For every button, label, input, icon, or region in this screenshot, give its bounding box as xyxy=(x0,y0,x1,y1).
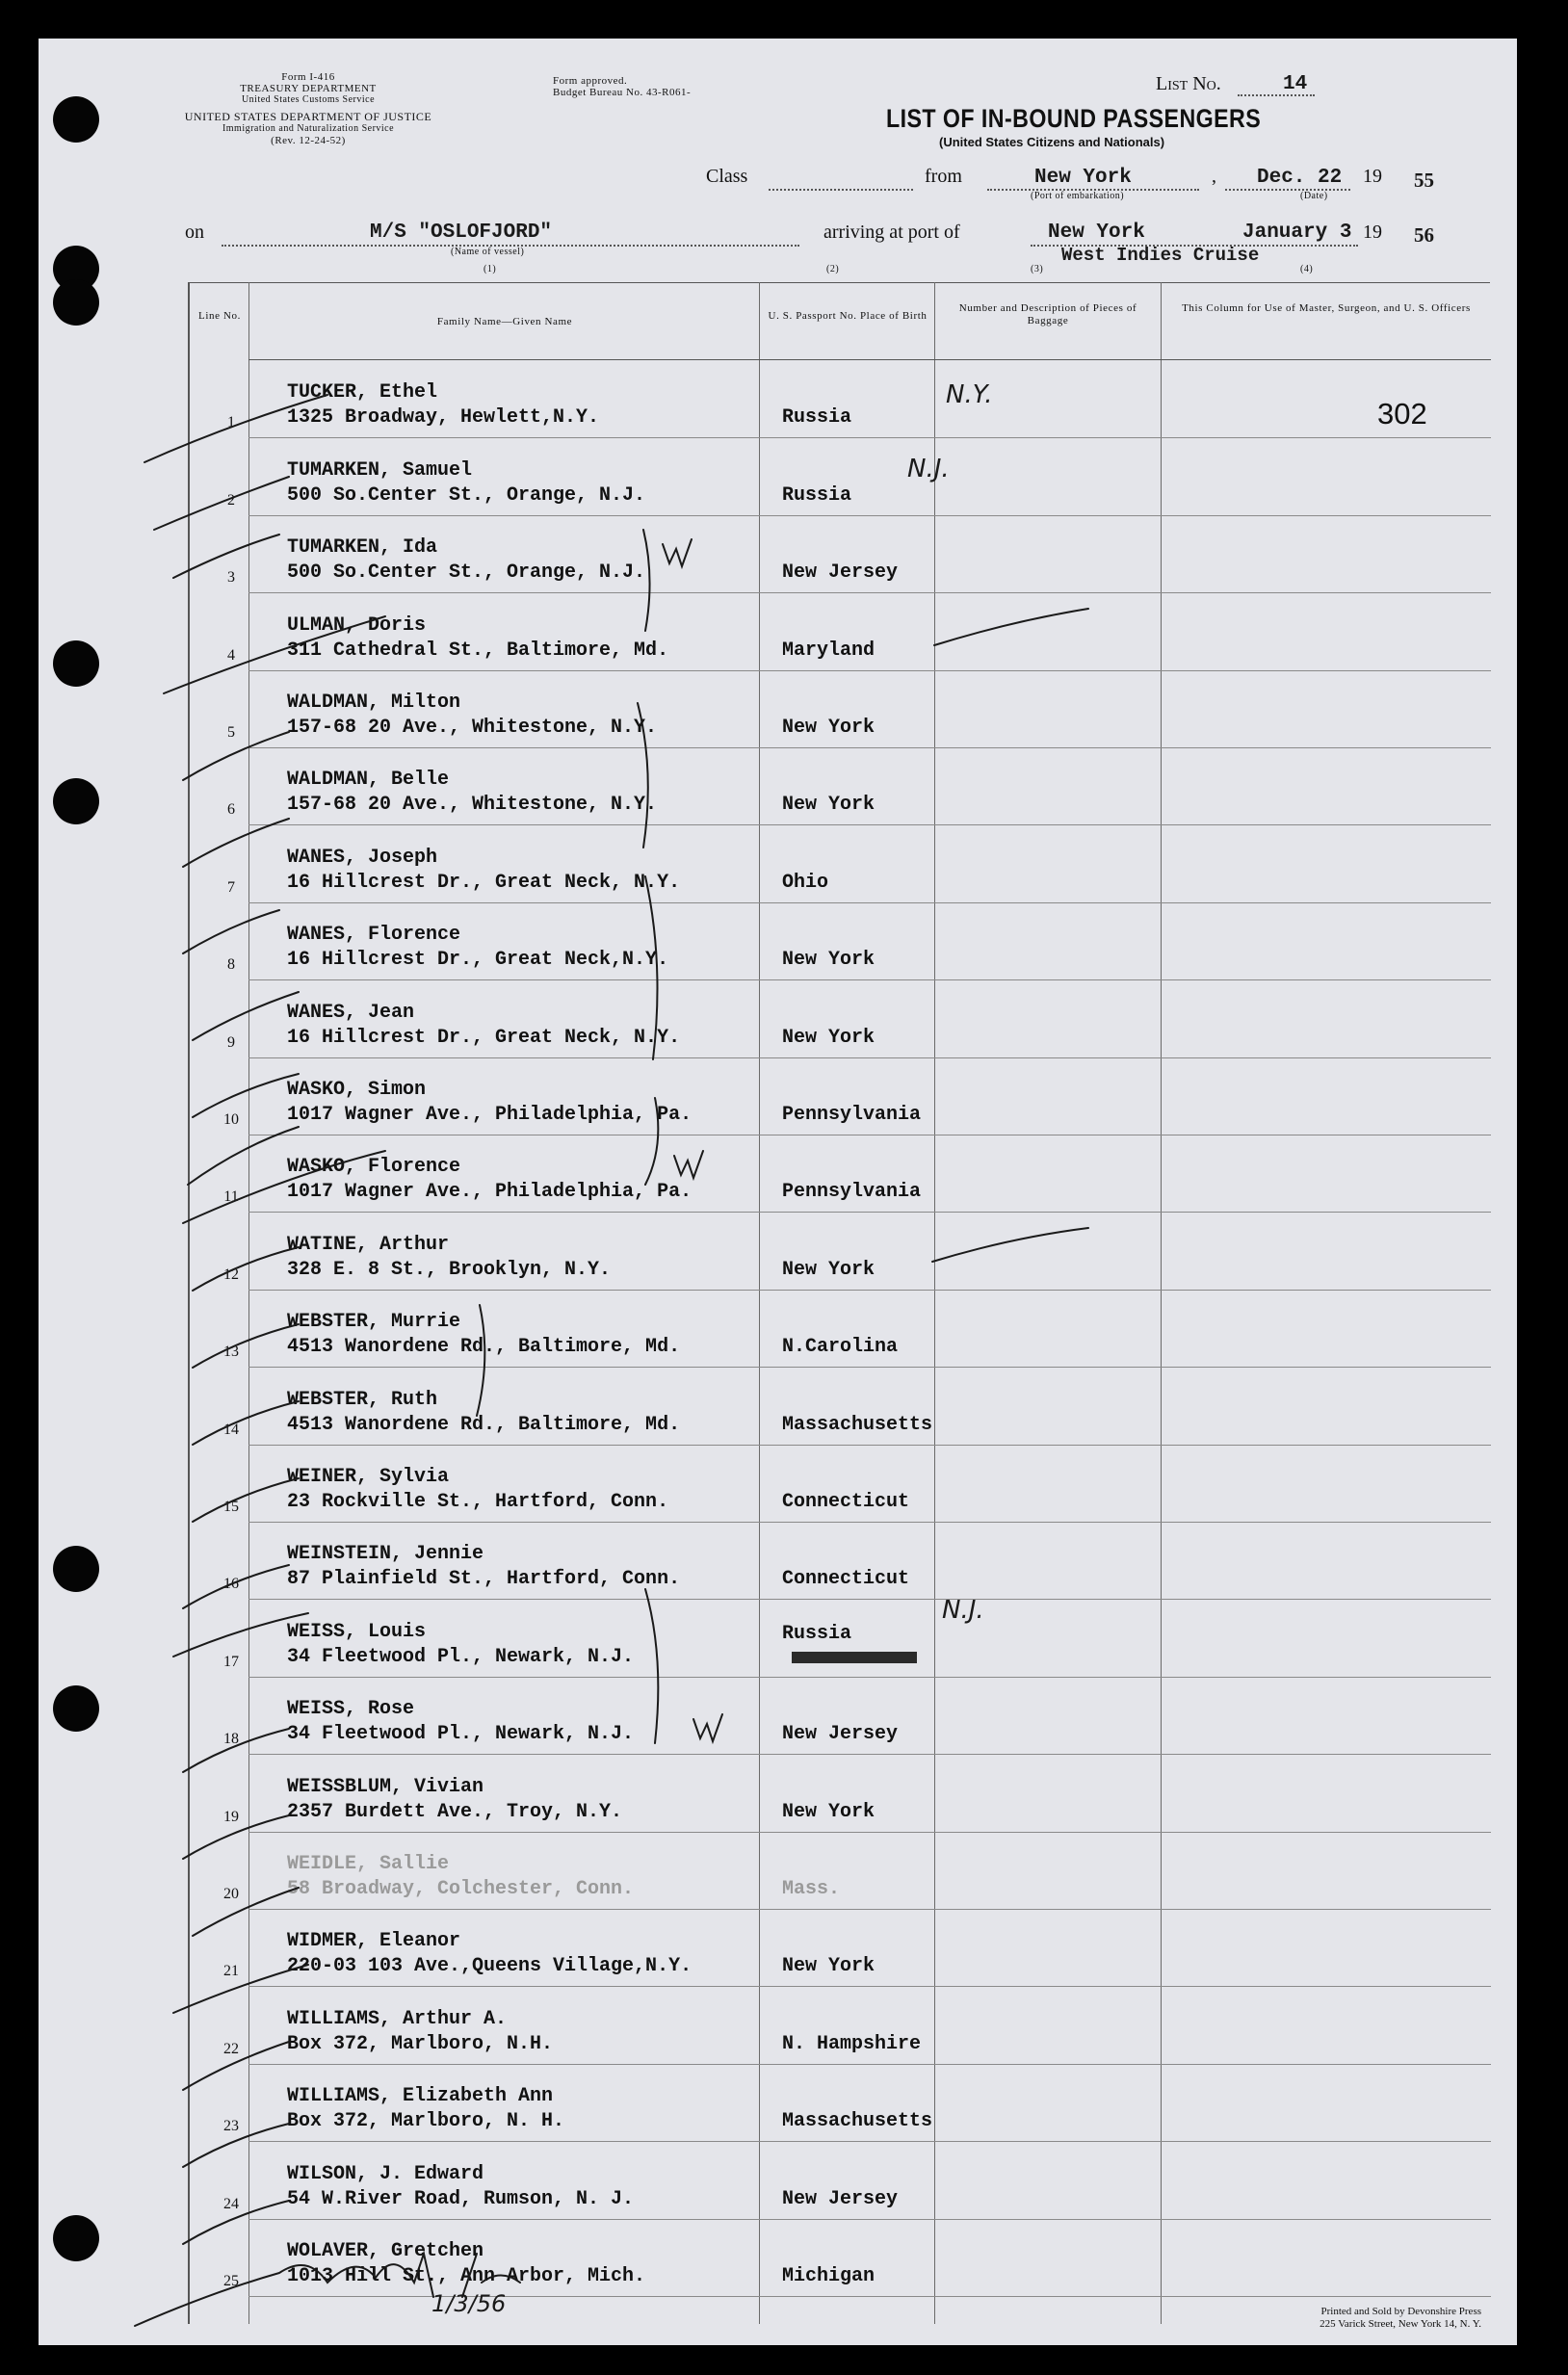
place-of-birth: New Jersey xyxy=(782,561,899,585)
passenger-address: 16 Hillcrest Dr., Great Neck, N.Y. xyxy=(287,871,681,894)
line-number: 23 xyxy=(223,2118,239,2135)
table-row xyxy=(39,2143,1517,2220)
row-divider xyxy=(248,2141,1491,2142)
passenger-address: 34 Fleetwood Pl., Newark, N.J. xyxy=(287,1723,635,1746)
table-row xyxy=(39,749,1517,826)
revision: (Rev. 12-24-52) xyxy=(271,135,346,146)
line-number: 4 xyxy=(227,646,235,664)
place-of-birth: New York xyxy=(782,1800,875,1823)
place-of-birth: Pennsylvania xyxy=(782,1103,922,1126)
table-row xyxy=(39,362,1517,439)
form-number: Form I-416 xyxy=(281,71,335,83)
row-divider xyxy=(248,1832,1491,1833)
table-row xyxy=(39,1524,1517,1601)
col-header-birth: U. S. Passport No. Place of Birth xyxy=(768,310,928,322)
stamp-number: 302 xyxy=(1377,397,1427,431)
passenger-address: 1017 Wagner Ave., Philadelphia, Pa. xyxy=(287,1181,693,1204)
punch-hole xyxy=(53,1685,99,1732)
row-divider xyxy=(248,902,1491,903)
row-divider xyxy=(248,515,1491,516)
place-of-birth: Connecticut xyxy=(782,1568,910,1591)
passenger-name: WATINE, Arthur xyxy=(287,1233,450,1256)
row-divider xyxy=(248,1599,1491,1600)
table-row xyxy=(39,672,1517,749)
row-divider xyxy=(248,2219,1491,2220)
row-divider xyxy=(248,747,1491,748)
row-divider xyxy=(248,2296,1491,2297)
line-number: 15 xyxy=(223,1498,239,1515)
year-2: 56 xyxy=(1414,223,1434,247)
passenger-name: WEIDLE, Sallie xyxy=(287,1852,450,1875)
treasury-dept: TREASURY DEPARTMENT xyxy=(240,83,377,94)
row-divider xyxy=(248,1986,1491,1987)
vessel-num: (1) xyxy=(483,264,497,274)
year-1: 55 xyxy=(1414,169,1434,192)
row-divider xyxy=(248,1522,1491,1523)
passenger-address: Box 372, Marlboro, N.H. xyxy=(287,2032,554,2055)
passenger-name: WEBSTER, Murrie xyxy=(287,1311,461,1334)
place-of-birth: New Jersey xyxy=(782,2187,899,2210)
form-title: LIST OF IN-BOUND PASSENGERS xyxy=(886,104,1262,133)
arriving-label: arriving at port of xyxy=(823,222,960,243)
passenger-name: WANES, Joseph xyxy=(287,846,438,869)
row-divider xyxy=(248,1057,1491,1058)
printer-line-2: 225 Varick Street, New York 14, N. Y. xyxy=(1320,2318,1481,2330)
place-of-birth: Mass. xyxy=(782,1877,841,1900)
line-number: 2 xyxy=(227,491,235,509)
row-divider xyxy=(248,670,1491,671)
punch-hole xyxy=(53,2215,99,2261)
line-number: 13 xyxy=(223,1344,239,1361)
line-number: 6 xyxy=(227,801,235,819)
place-of-birth: Ohio xyxy=(782,871,829,894)
table-row xyxy=(39,1601,1517,1678)
line-number: 9 xyxy=(227,1033,235,1051)
note-ny: N.Y. xyxy=(946,380,993,409)
table-row xyxy=(39,1988,1517,2065)
vessel-name: M/S "OSLOFJORD" xyxy=(370,222,553,244)
passenger-name: WEISS, Rose xyxy=(287,1698,415,1721)
passenger-name: TUCKER, Ethel xyxy=(287,381,438,405)
table-row xyxy=(39,594,1517,671)
vessel-caption: (Name of vessel) xyxy=(451,247,525,257)
header-bottom-line xyxy=(248,359,1491,360)
table-row xyxy=(39,904,1517,981)
place-of-birth: New York xyxy=(782,716,875,739)
struck-out-text xyxy=(792,1652,917,1663)
passenger-address: 23 Rockville St., Hartford, Conn. xyxy=(287,1490,669,1513)
passenger-address: 54 W.River Road, Rumson, N. J. xyxy=(287,2187,635,2210)
punch-hole xyxy=(53,96,99,143)
line-number: 18 xyxy=(223,1731,239,1748)
place-of-birth: Massachusetts xyxy=(782,1413,933,1436)
arrival-num: (3) xyxy=(1031,264,1044,274)
passenger-address: 220-03 103 Ave.,Queens Village,N.Y. xyxy=(287,1955,693,1978)
passenger-name: WEINER, Sylvia xyxy=(287,1465,450,1488)
line-number: 10 xyxy=(223,1110,239,1128)
printer-line-1: Printed and Sold by Devonshire Press xyxy=(1320,2306,1481,2317)
document-page xyxy=(39,39,1517,2345)
cruise: West Indies Cruise xyxy=(1061,245,1260,266)
passenger-address: 58 Broadway, Colchester, Conn. xyxy=(287,1877,635,1900)
on-label: on xyxy=(185,222,204,243)
passenger-address: 157-68 20 Ave., Whitestone, N.Y. xyxy=(287,716,658,739)
place-of-birth: Maryland xyxy=(782,639,875,662)
table-row xyxy=(39,1059,1517,1136)
passenger-name: WILSON, J. Edward xyxy=(287,2162,484,2185)
place-of-birth: New Jersey xyxy=(782,1723,899,1746)
table-row xyxy=(39,1679,1517,1756)
passenger-name: ULMAN, Doris xyxy=(287,613,427,637)
punch-hole xyxy=(53,778,99,824)
passenger-address: 311 Cathedral St., Baltimore, Md. xyxy=(287,639,669,662)
passenger-name: TUMARKEN, Samuel xyxy=(287,458,473,482)
line-number: 19 xyxy=(223,1808,239,1825)
row-divider xyxy=(248,1212,1491,1213)
table-row xyxy=(39,1292,1517,1369)
place-of-birth: N. Hampshire xyxy=(782,2032,922,2055)
passenger-name: WALDMAN, Milton xyxy=(287,691,461,714)
list-no-value: 14 xyxy=(1283,73,1308,95)
row-divider xyxy=(248,1290,1491,1291)
punch-hole xyxy=(53,279,99,326)
passenger-name: WEISSBLUM, Vivian xyxy=(287,1775,484,1798)
class-line xyxy=(769,189,913,191)
row-divider xyxy=(248,1445,1491,1446)
line-number: 22 xyxy=(223,2040,239,2057)
line-number: 12 xyxy=(223,1266,239,1283)
table-row xyxy=(39,1369,1517,1446)
row-divider xyxy=(248,592,1491,593)
comma-1: , xyxy=(1212,166,1216,187)
place-of-birth: New York xyxy=(782,949,875,972)
passenger-name: WIDMER, Eleanor xyxy=(287,1930,461,1953)
passenger-address: 1017 Wagner Ave., Philadelphia, Pa. xyxy=(287,1103,693,1126)
table-row xyxy=(39,1834,1517,1911)
passenger-address: 87 Plainfield St., Hartford, Conn. xyxy=(287,1568,681,1591)
table-row xyxy=(39,439,1517,516)
passenger-name: WALDMAN, Belle xyxy=(287,769,450,792)
note-nj-2: N.J. xyxy=(942,1596,984,1625)
line-number: 8 xyxy=(227,956,235,974)
table-row xyxy=(39,2066,1517,2143)
passenger-address: 500 So.Center St., Orange, N.J. xyxy=(287,483,646,507)
line-number: 17 xyxy=(223,1653,239,1670)
passenger-name: WASKO, Simon xyxy=(287,1078,427,1101)
class-label: Class xyxy=(706,166,748,187)
passenger-name: WANES, Florence xyxy=(287,924,461,947)
place-of-birth: Pennsylvania xyxy=(782,1181,922,1204)
passenger-name: TUMARKEN, Ida xyxy=(287,536,438,560)
date-caption: (Date) xyxy=(1300,191,1328,201)
passenger-name: WEBSTER, Ruth xyxy=(287,1388,438,1411)
budget-bureau: Budget Bureau No. 43-R061- xyxy=(553,87,692,98)
line-number: 7 xyxy=(227,878,235,896)
list-no-label: List No. xyxy=(1156,73,1221,94)
table-row xyxy=(39,1447,1517,1524)
passenger-name: WOLAVER, Gretchen xyxy=(287,2239,484,2262)
customs-service: United States Customs Service xyxy=(241,94,376,105)
row-divider xyxy=(248,1367,1491,1368)
ins-service: Immigration and Naturalization Service xyxy=(222,123,395,134)
place-of-birth: New York xyxy=(782,1258,875,1281)
from-caption: (Port of embarkation) xyxy=(1031,191,1125,201)
line-number: 3 xyxy=(227,569,235,587)
table-row xyxy=(39,826,1517,903)
punch-hole xyxy=(53,1546,99,1592)
passenger-name: WILLIAMS, Elizabeth Ann xyxy=(287,2085,554,2108)
place-of-birth: Russia xyxy=(782,1622,852,1645)
note-nj: N.J. xyxy=(907,455,950,483)
place-of-birth: Massachusetts xyxy=(782,2110,933,2133)
line-number: 11 xyxy=(223,1188,239,1206)
passenger-name: WASKO, Florence xyxy=(287,1156,461,1179)
row-divider xyxy=(248,1677,1491,1678)
from-value: New York xyxy=(1034,167,1132,189)
passenger-address: 1013 Hill St., Ann Arbor, Mich. xyxy=(287,2264,646,2287)
passenger-address: 16 Hillcrest Dr., Great Neck,N.Y. xyxy=(287,949,669,972)
passenger-address: 2357 Burdett Ave., Troy, N.Y. xyxy=(287,1800,623,1823)
line-number: 14 xyxy=(223,1421,239,1438)
row-divider xyxy=(248,824,1491,825)
place-of-birth: Russia xyxy=(782,406,852,430)
arrival-date: January 3 xyxy=(1242,222,1352,244)
place-of-birth: Russia xyxy=(782,483,852,507)
passenger-name: WEINSTEIN, Jennie xyxy=(287,1543,484,1566)
passenger-address: 1325 Broadway, Hewlett,N.Y. xyxy=(287,406,600,430)
line-number: 25 xyxy=(223,2272,239,2289)
table-row xyxy=(39,2221,1517,2298)
passenger-address: 500 So.Center St., Orange, N.J. xyxy=(287,561,646,585)
year-prefix-2: 19 xyxy=(1363,222,1382,243)
passenger-address: 4513 Wanordene Rd., Baltimore, Md. xyxy=(287,1336,681,1359)
col-header-baggage: Number and Description of Pieces of Baggage xyxy=(958,302,1137,326)
place-of-birth: New York xyxy=(782,794,875,817)
place-of-birth: New York xyxy=(782,1026,875,1049)
passenger-address: 16 Hillcrest Dr., Great Neck, N.Y. xyxy=(287,1026,681,1049)
line-number: 16 xyxy=(223,1576,239,1593)
passenger-name: WILLIAMS, Arthur A. xyxy=(287,2007,508,2030)
table-row xyxy=(39,981,1517,1058)
line-number: 21 xyxy=(223,1963,239,1980)
col-header-name: Family Name—Given Name xyxy=(436,316,573,327)
arriving-num: (2) xyxy=(826,264,840,274)
line-number: 20 xyxy=(223,1885,239,1902)
table-top-border xyxy=(188,282,1490,283)
justice-dept: UNITED STATES DEPARTMENT OF JUSTICE xyxy=(184,110,432,123)
passenger-address: 4513 Wanordene Rd., Baltimore, Md. xyxy=(287,1413,681,1436)
row-divider xyxy=(248,437,1491,438)
col-header-officers: This Column for Use of Master, Surgeon, and U. S. Officers xyxy=(1182,302,1471,314)
row-divider xyxy=(248,1754,1491,1755)
passenger-address: 34 Fleetwood Pl., Newark, N.J. xyxy=(287,1645,635,1668)
passenger-address: 157-68 20 Ave., Whitestone, N.Y. xyxy=(287,794,658,817)
line-number: 1 xyxy=(227,414,235,431)
date-line xyxy=(1225,189,1350,191)
passenger-name: WANES, Jean xyxy=(287,1001,415,1024)
date-value: Dec. 22 xyxy=(1257,167,1343,189)
row-divider xyxy=(248,979,1491,980)
table-row xyxy=(39,1911,1517,1988)
year-prefix-1: 19 xyxy=(1363,166,1382,187)
table-row xyxy=(39,1214,1517,1291)
place-of-birth: Connecticut xyxy=(782,1490,910,1513)
table-row xyxy=(39,517,1517,594)
place-of-birth: New York xyxy=(782,1955,875,1978)
line-number: 5 xyxy=(227,723,235,741)
passenger-address: Box 372, Marlboro, N. H. xyxy=(287,2110,565,2133)
row-divider xyxy=(248,2064,1491,2065)
form-subtitle: (United States Citizens and Nationals) xyxy=(939,135,1165,149)
cruise-num: (4) xyxy=(1300,264,1314,274)
passenger-name: WEISS, Louis xyxy=(287,1620,427,1643)
punch-hole xyxy=(53,640,99,687)
row-divider xyxy=(248,1909,1491,1910)
arrival-port: New York xyxy=(1048,222,1145,244)
table-row xyxy=(39,1756,1517,1833)
from-label: from xyxy=(925,166,962,187)
col-header-line: Line No. xyxy=(198,310,241,322)
place-of-birth: N.Carolina xyxy=(782,1336,899,1359)
passenger-address: 328 E. 8 St., Brooklyn, N.Y. xyxy=(287,1258,612,1281)
table-row xyxy=(39,1136,1517,1214)
line-number: 24 xyxy=(223,2195,239,2212)
form-approved: Form approved. xyxy=(553,75,628,87)
signature-date: 1/3/56 xyxy=(431,2290,507,2317)
place-of-birth: Michigan xyxy=(782,2264,875,2287)
